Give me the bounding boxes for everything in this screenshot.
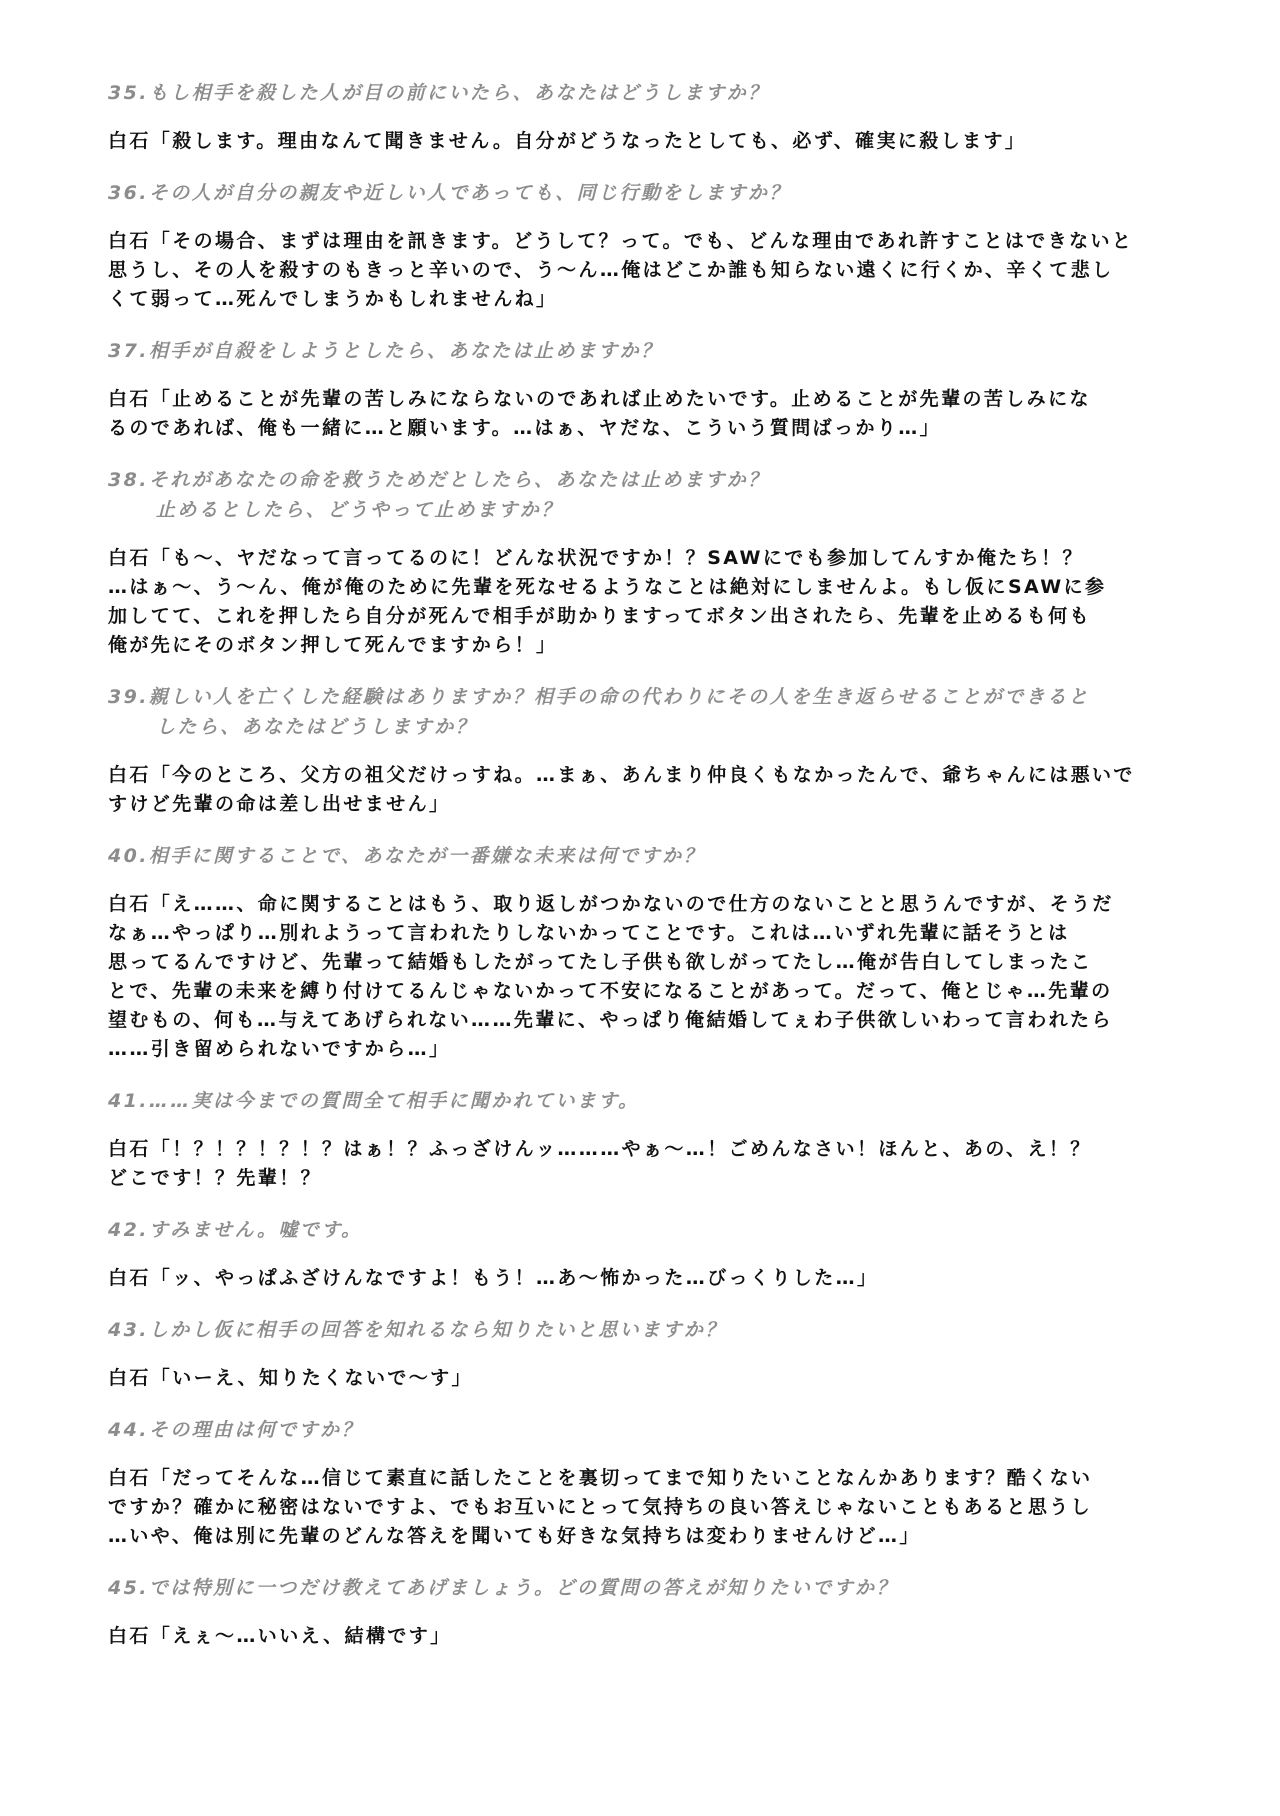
qa-item [108,841,1198,1064]
question [108,1415,1198,1445]
qa-item [108,1086,1198,1193]
answer-line: 白石「だってそんな…信じて素直に話したことを裏切ってまで知りたいことなんかあります？酷くない [108,1467,1093,1489]
question [108,682,1198,742]
question [108,841,1198,871]
answer-line: 白石「殺します。理由なんて聞きません。自分がどうなったとしても、必ず、確実に殺します」 [108,130,1027,152]
answer-line: 俺が先にそのボタン押して死んでますから！」 [108,634,558,656]
answer-line: 思うし、その人を殺すのもきっと辛いので、う～ん…俺はどこか誰も知らない遠くに行くか、辛くて悲し [108,259,1114,281]
qa-item [108,1415,1198,1551]
answer-line: 思ってるんですけど、先輩って結婚もしたがってたし子供も欲しがってたし…俺が告白してしまったこ [108,951,1093,973]
answer-line: どこです！？先輩！？ [108,1167,323,1189]
qa-item [108,78,1198,156]
answer-line: 白石「今のところ、父方の祖父だけっすね。…まぁ、あんまり仲良くもなかったんで、爺ちゃんには悪いで [108,764,1135,786]
answer-line: 白石「いーえ、知りたくないで～す」 [108,1367,473,1389]
answer-line: 白石「止めることが先輩の苦しみにならないのであれば止めたいです。止めることが先輩の苦しみにな [108,388,1091,410]
answer-line: 白石「も～、ヤだなって言ってるのに！どんな状況ですか！？SAWにでも参加してんすか俺たち！？ [108,547,1084,569]
question [108,78,1198,108]
question-line: 36.その人が自分の親友や近しい人であっても、同じ行動をしますか？ [108,182,791,204]
answer-line: るのであれば、俺も一緒に…と願います。…はぁ、ヤだな、こういう質問ばっかり…」 [108,417,942,439]
qa-item [108,336,1198,443]
answer-line: ですか？確かに秘密はないですよ、でもお互いにとって気持ちの良い答えじゃないこともあると思うし [108,1496,1093,1518]
answer-line: 白石「その場合、まずは理由を訊きます。どうして？って。でも、どんな理由であれ許すことはできないと [108,230,1134,252]
answer-line: …はぁ～、う～ん、俺が俺のために先輩を死なせるようなことは絶対にしませんよ。もし仮にSAWに参 [108,576,1107,598]
answer [108,1464,1198,1551]
question-line: 38.それがあなたの命を救うためだとしたら、あなたは止めますか？ [108,469,770,491]
question-line: 44.その理由は何ですか？ [108,1419,363,1441]
answer-line: 白石「ッ、やっぱふざけんなですよ！もう！…あ～怖かった…びっくりした…」 [108,1267,879,1289]
qa-item [108,682,1198,819]
answer [108,1364,1198,1393]
question-line: 42.すみません。嘘です。 [108,1219,363,1241]
answer [108,1622,1198,1651]
question-line: 40.相手に関することで、あなたが一番嫌な未来は何ですか？ [108,845,705,867]
qa-item [108,178,1198,314]
qa-item [108,1573,1198,1651]
answer-line: 白石「え……、命に関することはもう、取り返しがつかないので仕方のないことと思うんですが、そうだ [108,893,1114,915]
answer [108,761,1198,819]
question [108,1573,1198,1603]
question [108,1215,1198,1245]
qa-item [108,1315,1198,1393]
answer-line: すけど先輩の命は差し出せません」 [108,793,451,815]
answer [108,544,1198,660]
question-line: 45.では特別に一つだけ教えてあげましょう。どの質問の答えが知りたいですか？ [108,1577,898,1599]
question-line: 39.親しい人を亡くした経験はありますか？相手の命の代わりにその人を生き返らせることができると [108,686,1090,708]
answer-line: くて弱って…死んでしまうかもしれませんね」 [108,288,558,310]
answer [108,127,1198,156]
answer-line: ……引き留められないですから…」 [108,1038,451,1060]
answer-line: 望むもの、何も…与えてあげられない……先輩に、やっぱり俺結婚してぇわ子供欲しいわって言われたら [108,1009,1113,1031]
answer-line: 白石「！？！？！？！？はぁ！？ふっざけんッ………やぁ～…！ごめんなさい！ほんと、あの、え！？ [108,1138,1092,1160]
answer [108,227,1198,314]
question-line: したら、あなたはどうしますか？ [156,716,478,738]
answer-line: 白石「えぇ～…いいえ、結構です」 [108,1625,452,1647]
answer-line: 加してて、これを押したら自分が死んで相手が助かりますってボタン出されたら、先輩を止めるも何も [108,605,1091,627]
question [108,336,1198,366]
answer [108,385,1198,443]
answer-line: なぁ…やっぱり…別れようって言われたりしないかってことです。これは…いずれ先輩に話そうとは [108,922,1070,944]
answer-line: とで、先輩の未来を縛り付けてるんじゃないかって不安になることがあって。だって、俺とじゃ…先輩の [108,980,1113,1002]
question-line: 43.しかし仮に相手の回答を知れるなら知りたいと思いますか？ [108,1319,727,1341]
answer [108,1135,1198,1193]
question [108,1315,1198,1345]
question [108,1086,1198,1116]
answer [108,1264,1198,1293]
question [108,178,1198,208]
document-page [108,78,1198,1673]
question-line: 41.……実は今までの質問全て相手に聞かれています。 [108,1090,640,1112]
qa-item [108,465,1198,660]
question-line: 37.相手が自殺をしようとしたら、あなたは止めますか？ [108,340,663,362]
question-line: 35.もし相手を殺した人が目の前にいたら、あなたはどうしますか？ [108,82,770,104]
question-line: 止めるとしたら、どうやって止めますか？ [156,499,563,521]
answer [108,890,1198,1064]
question [108,465,1198,525]
answer-line: …いや、俺は別に先輩のどんな答えを聞いても好きな気持ちは変わりませんけど…」 [108,1525,921,1547]
qa-item [108,1215,1198,1293]
